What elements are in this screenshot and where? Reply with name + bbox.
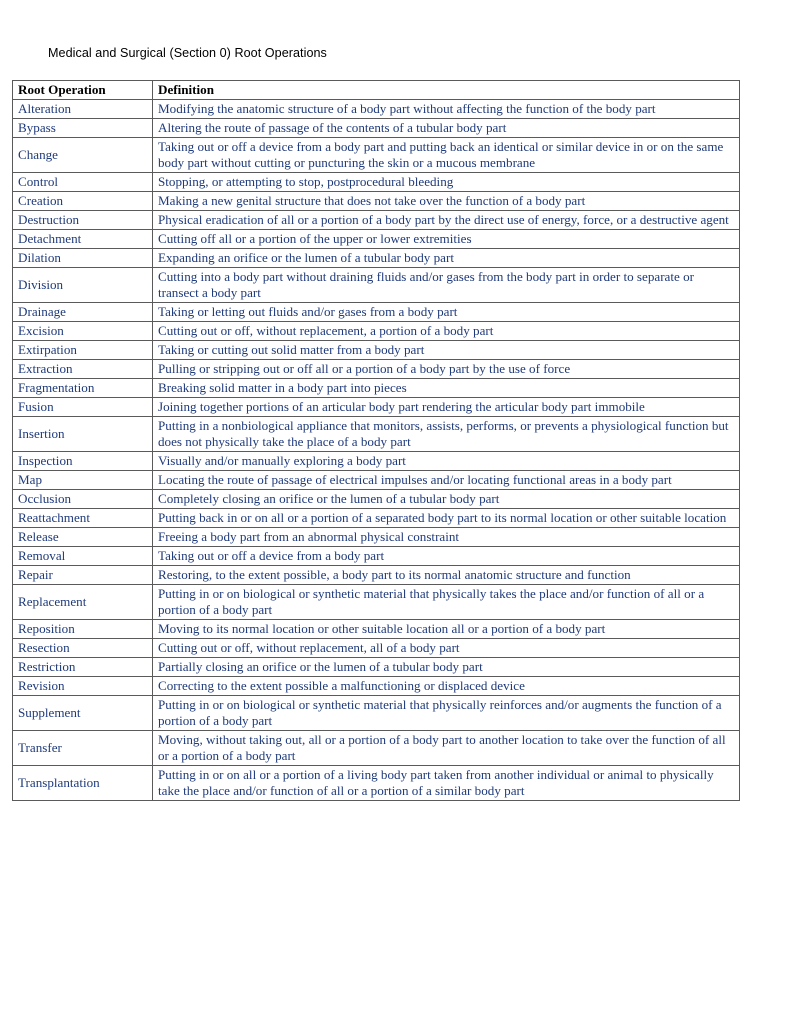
table-row [13,658,740,677]
table-row [13,379,740,398]
root-operation-name: Removal [13,547,153,566]
root-operation-name: Bypass [13,119,153,138]
root-operation-name: Inspection [13,452,153,471]
table-row [13,268,740,303]
table-row [13,585,740,620]
table-row [13,566,740,585]
table-row [13,528,740,547]
root-operation-definition: Pulling or stripping out or off all or a portion of a body part by the use of force [153,360,740,379]
root-operation-name: Reposition [13,620,153,639]
root-operation-name: Extirpation [13,341,153,360]
root-operation-definition: Breaking solid matter in a body part into pieces [153,379,740,398]
root-operation-definition: Taking or letting out fluids and/or gases from a body part [153,303,740,322]
table-row [13,471,740,490]
root-operation-name: Drainage [13,303,153,322]
page-title: Medical and Surgical (Section 0) Root Operations [48,46,327,60]
table-row [13,639,740,658]
table-row [13,417,740,452]
root-operation-definition: Restoring, to the extent possible, a body part to its normal anatomic structure and function [153,566,740,585]
root-operation-definition: Modifying the anatomic structure of a body part without affecting the function of the body part [153,100,740,119]
root-operation-name: Transfer [13,731,153,766]
root-operation-definition: Freeing a body part from an abnormal physical constraint [153,528,740,547]
root-operation-name: Fragmentation [13,379,153,398]
root-operation-definition: Stopping, or attempting to stop, postprocedural bleeding [153,173,740,192]
root-operation-name: Control [13,173,153,192]
table-row [13,731,740,766]
root-operation-definition: Visually and/or manually exploring a body part [153,452,740,471]
root-operation-name: Fusion [13,398,153,417]
root-operation-name: Extraction [13,360,153,379]
table-row [13,138,740,173]
table-row [13,230,740,249]
root-operation-definition: Joining together portions of an articular body part rendering the articular body part immobile [153,398,740,417]
root-operation-definition: Putting in a nonbiological appliance that monitors, assists, performs, or prevents a physiological function but does not physically take the place of a body part [153,417,740,452]
root-operation-definition: Cutting out or off, without replacement, all of a body part [153,639,740,658]
root-operation-definition: Taking out or off a device from a body part [153,547,740,566]
root-operation-definition: Partially closing an orifice or the lumen of a tubular body part [153,658,740,677]
root-operation-definition: Making a new genital structure that does not take over the function of a body part [153,192,740,211]
root-operation-definition: Cutting into a body part without draining fluids and/or gases from the body part in order to separate or transect a body part [153,268,740,303]
table-row [13,173,740,192]
root-operation-definition: Putting back in or on all or a portion of a separated body part to its normal location or other suitable location [153,509,740,528]
root-operation-definition: Cutting off all or a portion of the upper or lower extremities [153,230,740,249]
root-operation-name: Repair [13,566,153,585]
root-operation-name: Detachment [13,230,153,249]
column-header-definition: Definition [153,81,740,100]
root-operation-name: Dilation [13,249,153,268]
table-row [13,303,740,322]
root-operation-name: Transplantation [13,766,153,801]
root-operation-name: Destruction [13,211,153,230]
table-header-row [13,81,740,100]
table-row [13,677,740,696]
root-operation-name: Change [13,138,153,173]
table-row [13,341,740,360]
table-row [13,119,740,138]
root-operation-definition: Moving to its normal location or other suitable location all or a portion of a body part [153,620,740,639]
table-row [13,211,740,230]
root-operation-name: Supplement [13,696,153,731]
root-operation-definition: Putting in or on biological or synthetic material that physically reinforces and/or augments the function of a portion of a body part [153,696,740,731]
table-row [13,322,740,341]
table-row [13,192,740,211]
table-body [13,100,740,801]
root-operation-definition: Putting in or on biological or synthetic material that physically takes the place and/or function of all or a portion of a body part [153,585,740,620]
root-operation-definition: Expanding an orifice or the lumen of a tubular body part [153,249,740,268]
table-row [13,398,740,417]
table-row [13,452,740,471]
root-operation-name: Map [13,471,153,490]
root-operation-definition: Taking or cutting out solid matter from a body part [153,341,740,360]
root-operation-name: Division [13,268,153,303]
root-operation-name: Replacement [13,585,153,620]
root-operation-name: Reattachment [13,509,153,528]
table-row [13,100,740,119]
table-row [13,547,740,566]
table-row [13,249,740,268]
root-operation-name: Release [13,528,153,547]
root-operation-name: Alteration [13,100,153,119]
column-header-root-operation: Root Operation [13,81,153,100]
root-operation-definition: Putting in or on all or a portion of a living body part taken from another individual or animal to physically take the place and/or function of all or a portion of a similar body part [153,766,740,801]
table-row [13,509,740,528]
table-row [13,490,740,509]
root-operation-definition: Completely closing an orifice or the lumen of a tubular body part [153,490,740,509]
root-operation-definition: Moving, without taking out, all or a portion of a body part to another location to take over the function of all or a portion of a body part [153,731,740,766]
table-row [13,696,740,731]
root-operation-definition: Altering the route of passage of the contents of a tubular body part [153,119,740,138]
root-operation-name: Occlusion [13,490,153,509]
root-operation-definition: Correcting to the extent possible a malfunctioning or displaced device [153,677,740,696]
root-operation-name: Revision [13,677,153,696]
root-operations-table [12,80,740,801]
root-operation-definition: Cutting out or off, without replacement, a portion of a body part [153,322,740,341]
root-operation-name: Creation [13,192,153,211]
root-operation-definition: Physical eradication of all or a portion of a body part by the direct use of energy, force, or a destructive agent [153,211,740,230]
root-operation-name: Resection [13,639,153,658]
table-row [13,620,740,639]
root-operation-definition: Locating the route of passage of electrical impulses and/or locating functional areas in a body part [153,471,740,490]
root-operation-name: Insertion [13,417,153,452]
table-row [13,766,740,801]
root-operation-definition: Taking out or off a device from a body part and putting back an identical or similar device in or on the same body part without cutting or puncturing the skin or a mucous membrane [153,138,740,173]
root-operation-name: Restriction [13,658,153,677]
root-operation-name: Excision [13,322,153,341]
table-row [13,360,740,379]
